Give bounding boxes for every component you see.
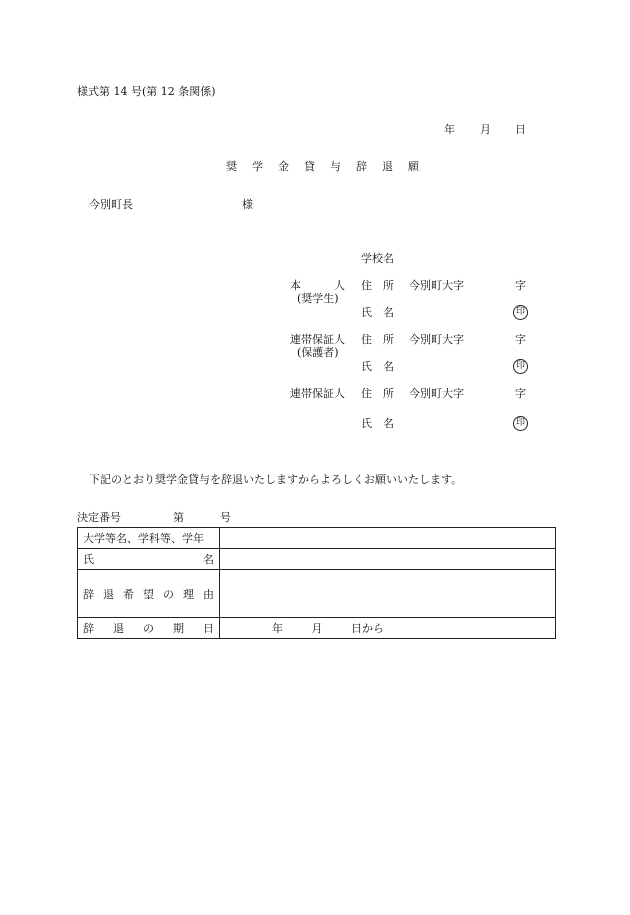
info-table	[77, 527, 556, 639]
reason-char: 望	[143, 587, 154, 601]
date-char: の	[143, 622, 154, 635]
table-row	[78, 528, 556, 549]
date-char: 退	[113, 622, 124, 635]
student-address-label: 住 所	[361, 279, 394, 292]
table-row	[78, 549, 556, 570]
date-month-label: 月	[480, 123, 491, 136]
date-char: 日	[203, 622, 214, 635]
withdrawal-date-month: 月	[311, 622, 323, 635]
guarantor1-label: 連帯保証人	[290, 333, 345, 346]
date-year-label: 年	[444, 123, 455, 136]
withdrawal-reason-label	[78, 570, 220, 618]
decision-dai-label: 第	[173, 511, 184, 524]
guarantor2-name-label: 氏 名	[361, 417, 394, 430]
table-row	[78, 570, 556, 618]
recipient-name: 今別町長	[89, 198, 133, 211]
body-text: 下記のとおり奨学金貸与を辞退いたしますからよろしくお願いいたします。	[89, 473, 463, 486]
seal-icon: 印	[513, 305, 528, 320]
guarantor1-aza-label: 字	[515, 333, 526, 346]
decision-number-label: 決定番号	[77, 511, 121, 524]
student-address-value: 今別町大字	[409, 279, 464, 292]
reason-char: 希	[123, 587, 134, 601]
name-label-a: 氏	[83, 553, 94, 566]
student-aza-label: 字	[515, 279, 526, 292]
name-field[interactable]	[220, 549, 556, 570]
student-label: 本 人	[290, 279, 345, 292]
reason-char: 理	[183, 587, 194, 601]
name-label	[78, 549, 220, 570]
withdrawal-date-field[interactable]	[220, 618, 556, 639]
guarantor2-address-label: 住 所	[361, 387, 394, 400]
guarantor2-address-value: 今別町大字	[409, 387, 464, 400]
reason-char: の	[163, 587, 174, 601]
guarantor1-name-label: 氏 名	[361, 360, 394, 373]
student-sub-label: (奨学生)	[297, 292, 339, 305]
decision-go-label: 号	[220, 511, 231, 524]
withdrawal-reason-field[interactable]	[220, 570, 556, 618]
date-day-label: 日	[515, 123, 526, 136]
guarantor2-aza-label: 字	[515, 387, 526, 400]
seal-icon: 印	[513, 416, 528, 431]
student-name-label: 氏 名	[361, 306, 394, 319]
guarantor1-address-label: 住 所	[361, 333, 394, 346]
seal-icon: 印	[513, 359, 528, 374]
reason-char: 由	[203, 587, 214, 601]
school-name-label: 学校名	[361, 252, 394, 265]
reason-char: 辞	[83, 587, 94, 601]
guarantor1-address-value: 今別町大字	[409, 333, 464, 346]
document-title: 奨学金貸与辞退願	[226, 160, 434, 173]
guarantor2-label: 連帯保証人	[290, 387, 345, 400]
name-label-b: 名	[203, 553, 214, 566]
withdrawal-date-label	[78, 618, 220, 639]
form-number: 様式第 14 号(第 12 条関係)	[77, 85, 216, 98]
withdrawal-date-year: 年	[272, 622, 283, 635]
table-row	[78, 618, 556, 639]
guarantor1-sub-label: (保護者)	[297, 346, 339, 359]
school-dept-year-field[interactable]	[220, 528, 556, 549]
school-dept-year-label: 大学等名、学科等、学年	[78, 528, 220, 549]
date-char: 期	[173, 622, 184, 635]
withdrawal-date-day: 日から	[351, 622, 384, 635]
recipient-honorific: 様	[242, 198, 253, 211]
reason-char: 退	[103, 587, 114, 601]
date-char: 辞	[83, 622, 94, 635]
